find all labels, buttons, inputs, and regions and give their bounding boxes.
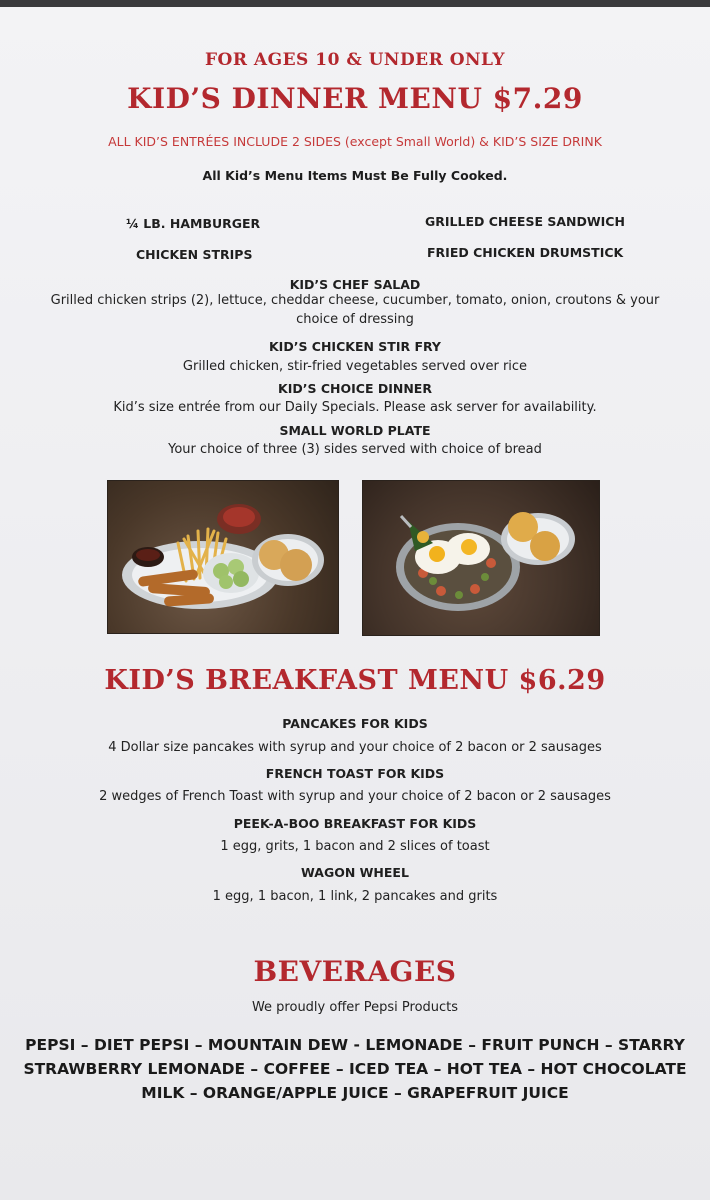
menu-item-hamburger: ¼ LB. HAMBURGER [126, 216, 261, 231]
chicken-strips-photo [107, 480, 339, 634]
chef-salad-title: KID’S CHEF SALAD [289, 277, 421, 292]
beverages-note: We proudly offer Pepsi Products [251, 1000, 459, 1015]
small-world-desc: Your choice of three (3) sides served with choice of bread [168, 442, 542, 457]
cooked-note: All Kid’s Menu Items Must Be Fully Cooked. [202, 168, 508, 183]
menu-item-drumstick: FRIED CHICKEN DRUMSTICK [427, 245, 624, 260]
stir-fry-desc: Grilled chicken, stir-fried vegetables served over rice [182, 359, 528, 374]
peek-a-boo-desc: 1 egg, grits, 1 bacon and 2 slices of toast [220, 839, 490, 854]
french-toast-desc: 2 wedges of French Toast with syrup and your choice of 2 bacon or 2 sausages [99, 789, 611, 804]
top-edge [0, 0, 710, 7]
wagon-wheel-desc: 1 egg, 1 bacon, 1 link, 2 pancakes and grits [212, 889, 498, 904]
beverages-title: BEVERAGES [253, 955, 457, 988]
menu-item-grilled-cheese: GRILLED CHEESE SANDWICH [425, 214, 625, 229]
menu-item-chicken-strips: CHICKEN STRIPS [136, 247, 253, 262]
beverage-line: MILK – ORANGE/APPLE JUICE – GRAPEFRUIT JUICE [141, 1084, 569, 1102]
french-toast-title: FRENCH TOAST FOR KIDS [265, 766, 445, 781]
small-world-title: SMALL WORLD PLATE [279, 423, 431, 438]
choice-dinner-desc: Kid’s size entrée from our Daily Specials. Please ask server for availability. [113, 400, 597, 415]
breakfast-menu-title: KID’S BREAKFAST MENU $6.29 [104, 665, 606, 696]
includes-note: ALL KID’S ENTRÉES INCLUDE 2 SIDES (except Small World) & KID’S SIZE DRINK [108, 134, 602, 149]
beverage-line: PEPSI – DIET PEPSI – MOUNTAIN DEW - LEMONADE – FRUIT PUNCH – STARRY [25, 1036, 685, 1054]
peek-a-boo-title: PEEK-A-BOO BREAKFAST FOR KIDS [233, 816, 477, 831]
pancakes-title: PANCAKES FOR KIDS [282, 716, 428, 731]
breakfast-plate-photo [362, 480, 600, 636]
dinner-menu-title: KID’S DINNER MENU $7.29 [127, 82, 583, 115]
wagon-wheel-title: WAGON WHEEL [301, 865, 409, 880]
pancakes-desc: 4 Dollar size pancakes with syrup and your choice of 2 bacon or 2 sausages [108, 740, 602, 755]
ages-note: FOR AGES 10 & UNDER ONLY [204, 50, 506, 70]
beverage-line: STRAWBERRY LEMONADE – COFFEE – ICED TEA – HOT TEA – HOT CHOCOLATE [23, 1060, 687, 1078]
stir-fry-title: KID’S CHICKEN STIR FRY [268, 339, 441, 354]
choice-dinner-title: KID’S CHOICE DINNER [278, 381, 432, 396]
chef-salad-desc: Grilled chicken strips (2), lettuce, cheddar cheese, cucumber, tomato, onion, croutons & your choice of dressing [50, 293, 660, 327]
